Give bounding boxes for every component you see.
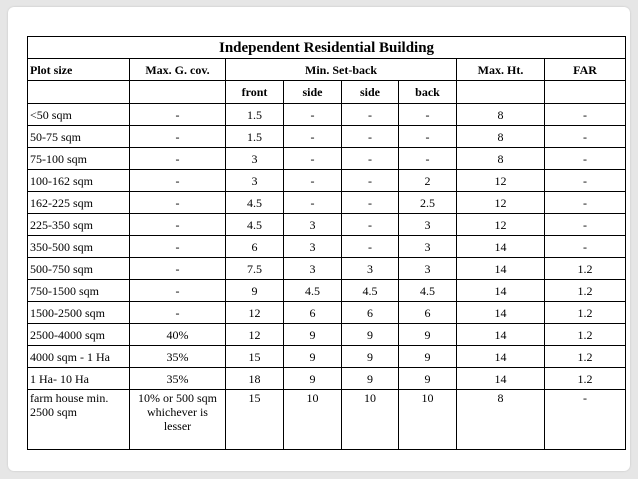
slide [8, 7, 630, 471]
setback-side-cell: 10 [284, 390, 342, 450]
plot-size-cell: 162-225 sqm [28, 192, 130, 214]
setback-back-cell: - [399, 148, 457, 170]
table-row [28, 302, 626, 324]
far-cell: - [545, 148, 626, 170]
far-cell: - [545, 192, 626, 214]
plot-size-cell: 75-100 sqm [28, 148, 130, 170]
setback-back-cell: 3 [399, 214, 457, 236]
far-cell: - [545, 126, 626, 148]
ground-coverage-cell: - [130, 104, 226, 126]
setback-front-cell: 1.5 [226, 126, 284, 148]
subheader-empty [130, 81, 226, 104]
max-height-cell: 8 [457, 126, 545, 148]
setback-side-cell: 3 [284, 236, 342, 258]
plot-size-cell: 225-350 sqm [28, 214, 130, 236]
plot-size-cell: 750-1500 sqm [28, 280, 130, 302]
plot-size-cell: 2500-4000 sqm [28, 324, 130, 346]
setback-side-cell: - [342, 214, 399, 236]
far-cell: 1.2 [545, 258, 626, 280]
setback-side-cell: - [342, 170, 399, 192]
setback-side-cell: 9 [284, 324, 342, 346]
setback-back-cell: 4.5 [399, 280, 457, 302]
setback-side-cell: 10 [342, 390, 399, 450]
setback-side-cell: 9 [342, 346, 399, 368]
setback-front-cell: 1.5 [226, 104, 284, 126]
max-height-cell: 14 [457, 258, 545, 280]
ground-coverage-cell: - [130, 258, 226, 280]
setback-back-cell: 10 [399, 390, 457, 450]
setback-back-cell: 3 [399, 236, 457, 258]
max-height-cell: 12 [457, 170, 545, 192]
setback-side-cell: - [342, 104, 399, 126]
max-height-cell: 14 [457, 346, 545, 368]
setback-back-cell: - [399, 104, 457, 126]
setback-front-cell: 15 [226, 346, 284, 368]
setback-front-cell: 6 [226, 236, 284, 258]
setback-side-cell: - [284, 104, 342, 126]
setback-back-cell: 9 [399, 368, 457, 390]
subheader-back: back [399, 81, 457, 104]
ground-coverage-cell: 35% [130, 346, 226, 368]
plot-size-cell: 350-500 sqm [28, 236, 130, 258]
setback-front-cell: 4.5 [226, 192, 284, 214]
table-row [28, 280, 626, 302]
table-row [28, 192, 626, 214]
plot-size-cell: 500-750 sqm [28, 258, 130, 280]
setback-side-cell: 9 [284, 368, 342, 390]
setback-back-cell: 6 [399, 302, 457, 324]
setback-side-cell: - [284, 192, 342, 214]
max-height-cell: 14 [457, 302, 545, 324]
setback-front-cell: 4.5 [226, 214, 284, 236]
table-row [28, 126, 626, 148]
setback-front-cell: 7.5 [226, 258, 284, 280]
title-row [28, 37, 626, 59]
max-height-cell: 8 [457, 148, 545, 170]
setback-side-cell: 3 [284, 214, 342, 236]
plot-size-cell: 1 Ha- 10 Ha [28, 368, 130, 390]
setback-side-cell: 3 [342, 258, 399, 280]
setback-front-cell: 9 [226, 280, 284, 302]
far-cell: 1.2 [545, 368, 626, 390]
table-row [28, 214, 626, 236]
residential-building-table [27, 36, 626, 450]
header-far: FAR [545, 59, 626, 81]
table-row [28, 104, 626, 126]
subheader-side: side [342, 81, 399, 104]
setback-side-cell: - [284, 170, 342, 192]
subheader-empty [545, 81, 626, 104]
ground-coverage-cell: - [130, 280, 226, 302]
table-row [28, 324, 626, 346]
setback-front-cell: 12 [226, 302, 284, 324]
setback-back-cell: - [399, 126, 457, 148]
max-height-cell: 14 [457, 236, 545, 258]
ground-coverage-cell: - [130, 148, 226, 170]
setback-front-cell: 3 [226, 170, 284, 192]
table-row [28, 368, 626, 390]
header-plot-size: Plot size [28, 59, 130, 81]
far-cell: - [545, 214, 626, 236]
max-height-cell: 8 [457, 390, 545, 450]
table-body [28, 37, 626, 450]
setback-back-cell: 2 [399, 170, 457, 192]
max-height-cell: 14 [457, 280, 545, 302]
table-row [28, 148, 626, 170]
header-row [28, 59, 626, 81]
table-row [28, 390, 626, 450]
header-min-setback: Min. Set-back [226, 59, 457, 81]
ground-coverage-cell: 40% [130, 324, 226, 346]
setback-front-cell: 12 [226, 324, 284, 346]
subheader-empty [28, 81, 130, 104]
header-max-ground-coverage: Max. G. cov. [130, 59, 226, 81]
setback-side-cell: - [342, 148, 399, 170]
table-row [28, 170, 626, 192]
subheader-front: front [226, 81, 284, 104]
setback-front-cell: 18 [226, 368, 284, 390]
setback-side-cell: 9 [284, 346, 342, 368]
plot-size-cell: 4000 sqm - 1 Ha [28, 346, 130, 368]
ground-coverage-cell: - [130, 170, 226, 192]
far-cell: - [545, 104, 626, 126]
setback-side-cell: 4.5 [342, 280, 399, 302]
ground-coverage-cell: - [130, 126, 226, 148]
setback-front-cell: 15 [226, 390, 284, 450]
max-height-cell: 12 [457, 192, 545, 214]
max-height-cell: 8 [457, 104, 545, 126]
setback-back-cell: 2.5 [399, 192, 457, 214]
subheader-row [28, 81, 626, 104]
far-cell: - [545, 236, 626, 258]
setback-back-cell: 9 [399, 324, 457, 346]
subheader-empty [457, 81, 545, 104]
setback-side-cell: - [342, 192, 399, 214]
subheader-side: side [284, 81, 342, 104]
table-title: Independent Residential Building [28, 37, 626, 59]
setback-back-cell: 3 [399, 258, 457, 280]
ground-coverage-cell: - [130, 214, 226, 236]
max-height-cell: 12 [457, 214, 545, 236]
ground-coverage-cell: - [130, 302, 226, 324]
max-height-cell: 14 [457, 324, 545, 346]
plot-size-cell: 50-75 sqm [28, 126, 130, 148]
table-row [28, 258, 626, 280]
plot-size-cell: 1500-2500 sqm [28, 302, 130, 324]
far-cell: 1.2 [545, 324, 626, 346]
header-max-height: Max. Ht. [457, 59, 545, 81]
setback-side-cell: - [284, 126, 342, 148]
max-height-cell: 14 [457, 368, 545, 390]
plot-size-cell: <50 sqm [28, 104, 130, 126]
setback-front-cell: 3 [226, 148, 284, 170]
table-row [28, 236, 626, 258]
ground-coverage-cell: 35% [130, 368, 226, 390]
ground-coverage-cell: - [130, 236, 226, 258]
setback-side-cell: 9 [342, 324, 399, 346]
ground-coverage-cell: - [130, 192, 226, 214]
table-row [28, 346, 626, 368]
setback-side-cell: 3 [284, 258, 342, 280]
plot-size-cell: farm house min. 2500 sqm [28, 390, 130, 450]
plot-size-cell: 100-162 sqm [28, 170, 130, 192]
setback-side-cell: - [342, 236, 399, 258]
far-cell: 1.2 [545, 280, 626, 302]
setback-side-cell: 9 [342, 368, 399, 390]
setback-side-cell: - [342, 126, 399, 148]
setback-side-cell: 6 [342, 302, 399, 324]
setback-side-cell: 6 [284, 302, 342, 324]
setback-side-cell: 4.5 [284, 280, 342, 302]
far-cell: - [545, 390, 626, 450]
setback-back-cell: 9 [399, 346, 457, 368]
ground-coverage-cell: 10% or 500 sqm whichever is lesser [130, 390, 226, 450]
far-cell: - [545, 170, 626, 192]
far-cell: 1.2 [545, 302, 626, 324]
setback-side-cell: - [284, 148, 342, 170]
far-cell: 1.2 [545, 346, 626, 368]
